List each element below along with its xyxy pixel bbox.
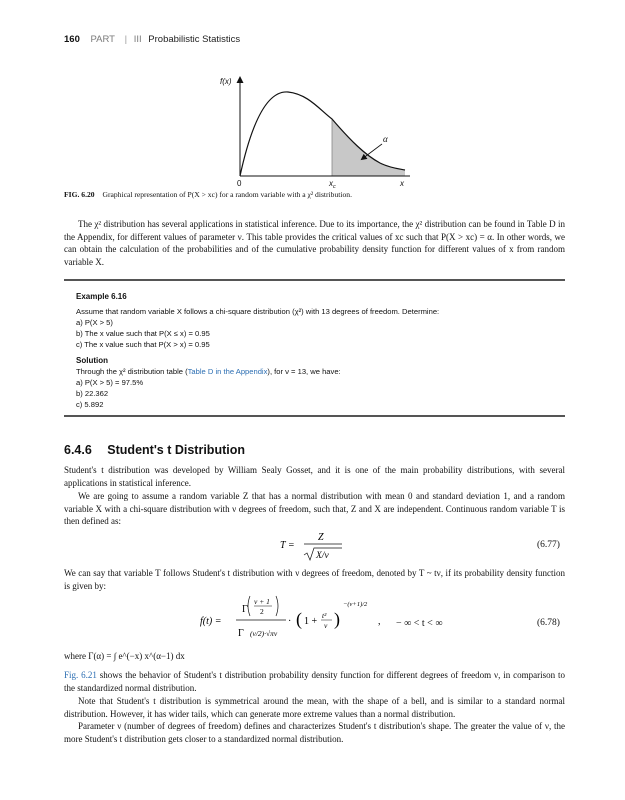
svg-text:1 +: 1 + xyxy=(304,616,318,627)
page-number: 160 xyxy=(64,34,80,45)
part-label: PART xyxy=(90,34,115,45)
chi-square-figure xyxy=(60,70,420,188)
section-title: Student's t Distribution xyxy=(107,443,245,457)
svg-text:Γ: Γ xyxy=(238,628,244,639)
table-d-link[interactable]: Table D in the Appendix xyxy=(187,367,268,376)
alpha-arrow xyxy=(362,144,382,159)
svg-text:(: ( xyxy=(296,609,302,629)
body-p1: Student's t distribution was developed by William Sealy Gosset, and it is one of the main probability distributions, with several applications in statistical inference. xyxy=(64,465,565,488)
section-heading xyxy=(64,443,245,457)
answer-c: c) 5.892 xyxy=(76,400,104,409)
svg-text:2: 2 xyxy=(260,607,264,616)
svg-text:,: , xyxy=(378,616,381,627)
alpha-label: α xyxy=(383,134,388,144)
example-item-c: c) The x value such that P(X > x) = 0.95 xyxy=(76,340,210,349)
svg-text:f(t) =: f(t) = xyxy=(200,616,222,627)
answer-b: b) 22.362 xyxy=(76,389,109,398)
figure-caption-label: FIG. 6.20 xyxy=(64,190,95,199)
solution-text: Through the χ² distribution table (Table D in the Appendix), for ν = 13, we have: xyxy=(76,367,341,376)
svg-text:): ) xyxy=(334,609,340,629)
part-title: Probabilistic Statistics xyxy=(148,34,241,45)
svg-text:·: · xyxy=(288,616,292,627)
svg-text:−(ν+1)/2: −(ν+1)/2 xyxy=(343,601,368,608)
page-header xyxy=(64,34,240,45)
body-p3: We can say that variable T follows Student's t distribution with ν degrees of freedom, denoted by T ~ tν, if its probability density function is given by: xyxy=(64,568,565,591)
example-title: Example 6.16 xyxy=(76,292,127,301)
solution-title: Solution xyxy=(76,356,108,365)
equation-6-78-range: − ∞ < t < ∞ xyxy=(396,618,443,629)
body-p6: Parameter ν (number of degrees of freedom) defines and characterizes Student's t distribution's shape. The greater the value of ν, the more Student's t distribution gets closer to a standardized normal distribution. xyxy=(64,721,565,744)
svg-text:ν + 1: ν + 1 xyxy=(254,597,270,606)
example-prompt: Assume that random variable X follows a chi-square distribution (χ²) with 13 degrees of freedom. Determine: xyxy=(76,307,440,316)
equation-number-6-78: (6.78) xyxy=(537,618,560,628)
figure-caption xyxy=(64,190,584,199)
equation-6-78 xyxy=(200,594,400,646)
section-number: 6.4.6 xyxy=(64,443,92,457)
svg-text:X/ν: X/ν xyxy=(316,551,329,561)
body-p2: We are going to assume a random variable Z that has a normal distribution with mean 0 and standard deviation 1, and a random variable X with a chi-square distribution with ν degrees of freedom, such that, Z and X are independent. Continuous random variable T is then defined as: xyxy=(64,491,565,526)
svg-text:(ν/2)·√πν: (ν/2)·√πν xyxy=(250,629,278,638)
y-axis-label: f(x) xyxy=(220,77,232,86)
header-separator: | xyxy=(124,34,128,45)
intro-paragraph: The χ² distribution has several applications in statistical inference. Due to its importance, the χ² distribution can be found in Table D in the Appendix, for different values of parameter ν. This table provides the critical values of xc such that P(X > xc) = α. In other words, we can obtain the calculation of the probabilities and of the cumulative probability density function for different values of x from random variable X. xyxy=(64,219,565,267)
svg-text:Γ: Γ xyxy=(242,604,248,615)
figure-caption-text: Graphical representation of P(X > xc) for a random variable with a χ² distribution. xyxy=(102,190,352,199)
critical-label: $x_c$ xyxy=(329,179,336,188)
svg-text:ν: ν xyxy=(324,621,328,630)
answer-a: a) P(X > 5) = 97.5% xyxy=(76,378,144,387)
example-box xyxy=(64,279,565,417)
svg-text:t²: t² xyxy=(322,611,327,620)
body-p5: Note that Student's t distribution is symmetrical around the mean, with the shape of a bell, and is similar to a standard normal distribution. However, it has wider tails, which can generate more extreme values than a normal distribution. xyxy=(64,696,565,719)
x-axis-label: x xyxy=(400,179,404,188)
example-item-a: a) P(X > 5) xyxy=(76,318,113,327)
part-number: III xyxy=(133,34,142,45)
svg-text:T =: T = xyxy=(280,540,295,551)
body-p4: Fig. 6.21 shows the behavior of Student's t distribution probability density function for different degrees of freedom ν, in comparison to the standardized normal distribution. xyxy=(64,670,565,693)
example-item-b: b) The x value such that P(X ≤ x) = 0.95 xyxy=(76,329,210,338)
svg-text:Z: Z xyxy=(318,532,324,543)
fig-6-21-link[interactable]: Fig. 6.21 xyxy=(64,670,97,680)
equation-number-6-77: (6.77) xyxy=(537,540,560,550)
origin-label: 0 xyxy=(237,179,242,188)
gamma-definition: where Γ(α) = ∫ e^(−x) x^(α−1) dx xyxy=(64,651,185,661)
density-curve xyxy=(240,92,405,176)
equation-6-77 xyxy=(280,526,360,564)
